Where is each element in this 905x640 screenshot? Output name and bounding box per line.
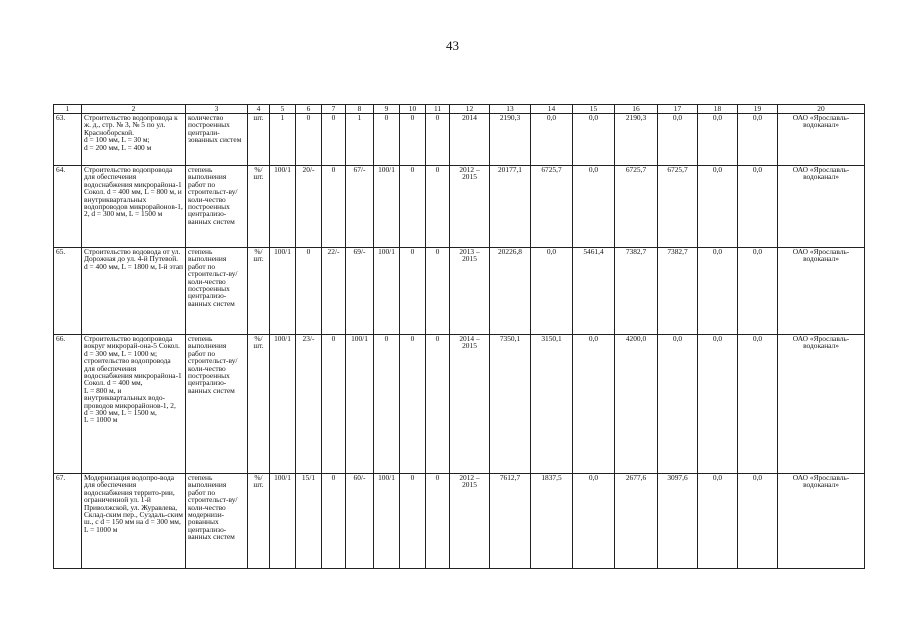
- value-cell: 100/1: [270, 166, 296, 248]
- amount-cell: 6725,7: [615, 166, 658, 248]
- amount-cell: 5461,4: [573, 248, 615, 335]
- period: 2013 – 2015: [450, 248, 490, 335]
- column-number: 13: [490, 105, 531, 114]
- amount-cell: 0,0: [531, 114, 573, 166]
- unit: %/ шт.: [248, 166, 270, 248]
- amount-cell: 0,0: [738, 335, 778, 474]
- value-cell: 0: [296, 114, 322, 166]
- event-name: Модернизация водопро-вода для обеспечения водоснабжения террито-рии, ограниченной ул. 1-й Приволжской, ул. Журавлева, Склад-ским пер., Суздаль-ским ш., с d = 150 мм на d = 300 мм, L = 1000 м: [82, 474, 186, 569]
- event-name: Строительство водовода от ул. Дорожная до ул. 4-й Путевой. d = 400 мм, L = 1800 м, I-й этап: [82, 248, 186, 335]
- value-cell: 0: [374, 114, 400, 166]
- value-cell: 0: [400, 248, 426, 335]
- column-number: 16: [615, 105, 658, 114]
- executor: ОАО «Ярославль-водоканал»: [778, 114, 865, 166]
- period: 2012 – 2015: [450, 166, 490, 248]
- amount-cell: 7382,7: [658, 248, 698, 335]
- value-cell: 0: [400, 166, 426, 248]
- value-cell: 0: [426, 114, 450, 166]
- table-row: [54, 474, 865, 569]
- executor: ОАО «Ярославль-водоканал»: [778, 474, 865, 569]
- column-number: 8: [346, 105, 374, 114]
- value-cell: 0: [400, 335, 426, 474]
- amount-cell: 0,0: [698, 114, 738, 166]
- event-name: Строительство водопровода вокруг микрорай-она-5 Сокол. d = 300 мм, L = 1000 м; строительство водопровода для обеспечения водоснабжения микрорайона-1 Сокол. d = 400 мм, L = 800 м, и внутриквартальных водо-проводов микрорайонов-1, 2, d = 300 мм, L = 1500 м, L = 1000 м: [82, 335, 186, 474]
- amount-cell: 20177,1: [490, 166, 531, 248]
- event-name: Строительство водопровода к ж. д., стр. № 3, № 5 по ул. Красноборской. d = 100 мм, L = 30 м; d = 200 мм, L = 400 м: [82, 114, 186, 166]
- value-cell: 0: [322, 166, 346, 248]
- indicator: степень выполнения работ по строительст-ву/ коли-чество построенных централизо-ванных систем: [186, 248, 248, 335]
- row-number: 65.: [54, 248, 82, 335]
- column-number: 3: [186, 105, 248, 114]
- column-number: 17: [658, 105, 698, 114]
- indicator: степень выполнения работ по строительст-ву/ коли-чество построенных централизо-ванных систем: [186, 335, 248, 474]
- amount-cell: 1837,5: [531, 474, 573, 569]
- amount-cell: 0,0: [738, 474, 778, 569]
- amount-cell: 2190,3: [490, 114, 531, 166]
- indicator: количество построенных централи-зованных систем: [186, 114, 248, 166]
- value-cell: 100/1: [270, 474, 296, 569]
- column-number: 15: [573, 105, 615, 114]
- value-cell: 100/1: [374, 474, 400, 569]
- column-number: 18: [698, 105, 738, 114]
- column-number-row: [54, 105, 865, 114]
- table-row: [54, 166, 865, 248]
- value-cell: 15/1: [296, 474, 322, 569]
- value-cell: 0: [374, 335, 400, 474]
- value-cell: 0: [296, 248, 322, 335]
- period: 2014: [450, 114, 490, 166]
- indicator: степень выполнения работ по строительст-ву/ коли-чество модернизи-рованных централизо-ванных систем: [186, 474, 248, 569]
- amount-cell: 0,0: [698, 248, 738, 335]
- amount-cell: 0,0: [738, 248, 778, 335]
- value-cell: 0: [322, 114, 346, 166]
- unit: %/ шт.: [248, 474, 270, 569]
- amount-cell: 3150,1: [531, 335, 573, 474]
- value-cell: 67/-: [346, 166, 374, 248]
- period: 2014 – 2015: [450, 335, 490, 474]
- value-cell: 100/1: [374, 166, 400, 248]
- value-cell: 100/1: [346, 335, 374, 474]
- period: 2012 – 2015: [450, 474, 490, 569]
- value-cell: 100/1: [374, 248, 400, 335]
- column-number: 9: [374, 105, 400, 114]
- amount-cell: 0,0: [698, 335, 738, 474]
- column-number: 19: [738, 105, 778, 114]
- amount-cell: 20226,8: [490, 248, 531, 335]
- unit: %/ шт.: [248, 248, 270, 335]
- column-number: 12: [450, 105, 490, 114]
- table-row: [54, 248, 865, 335]
- value-cell: 0: [400, 114, 426, 166]
- row-number: 67.: [54, 474, 82, 569]
- column-number: 5: [270, 105, 296, 114]
- amount-cell: 0,0: [573, 114, 615, 166]
- value-cell: 60/-: [346, 474, 374, 569]
- page-number: 43: [446, 38, 459, 53]
- value-cell: 23/-: [296, 335, 322, 474]
- column-number: 20: [778, 105, 865, 114]
- amount-cell: 4200,0: [615, 335, 658, 474]
- column-number: 2: [82, 105, 186, 114]
- value-cell: 100/1: [270, 335, 296, 474]
- executor: ОАО «Ярославль-водоканал»: [778, 166, 865, 248]
- amount-cell: 6725,7: [658, 166, 698, 248]
- amount-cell: 0,0: [698, 474, 738, 569]
- amount-cell: 0,0: [738, 114, 778, 166]
- value-cell: 0: [426, 248, 450, 335]
- amount-cell: 6725,7: [531, 166, 573, 248]
- amount-cell: 0,0: [573, 474, 615, 569]
- value-cell: 0: [426, 474, 450, 569]
- executor: ОАО «Ярославль-водоканал»: [778, 248, 865, 335]
- amount-cell: 7612,7: [490, 474, 531, 569]
- value-cell: 0: [400, 474, 426, 569]
- column-number: 11: [426, 105, 450, 114]
- table-row: [54, 335, 865, 474]
- value-cell: 100/1: [270, 248, 296, 335]
- amount-cell: 0,0: [573, 166, 615, 248]
- amount-cell: 0,0: [531, 248, 573, 335]
- row-number: 66.: [54, 335, 82, 474]
- unit: шт.: [248, 114, 270, 166]
- table-row: [54, 114, 865, 166]
- amount-cell: 2677,6: [615, 474, 658, 569]
- value-cell: 0: [426, 335, 450, 474]
- row-number: 63.: [54, 114, 82, 166]
- value-cell: 1: [346, 114, 374, 166]
- column-number: 10: [400, 105, 426, 114]
- executor: ОАО «Ярославль-водоканал»: [778, 335, 865, 474]
- value-cell: 1: [270, 114, 296, 166]
- column-number: 14: [531, 105, 573, 114]
- column-number: 4: [248, 105, 270, 114]
- amount-cell: 0,0: [658, 114, 698, 166]
- program-table: [53, 104, 865, 569]
- column-number: 1: [54, 105, 82, 114]
- row-number: 64.: [54, 166, 82, 248]
- value-cell: 0: [322, 335, 346, 474]
- amount-cell: 7350,1: [490, 335, 531, 474]
- amount-cell: 0,0: [658, 335, 698, 474]
- value-cell: 0: [322, 474, 346, 569]
- column-number: 7: [322, 105, 346, 114]
- amount-cell: 0,0: [573, 335, 615, 474]
- amount-cell: 0,0: [738, 166, 778, 248]
- event-name: Строительство водопровода для обеспечения водоснабжения микрорайона-1 Сокол. d = 400 мм, L = 800 м, и внутриквартальных водопроводов микрорайонов-1, 2, d = 300 мм, L = 1500 м: [82, 166, 186, 248]
- amount-cell: 0,0: [698, 166, 738, 248]
- amount-cell: 7382,7: [615, 248, 658, 335]
- value-cell: 0: [426, 166, 450, 248]
- value-cell: 22/-: [322, 248, 346, 335]
- indicator: степень выполнения работ по строительст-ву/ коли-чество построенных централизо-ванных систем: [186, 166, 248, 248]
- column-number: 6: [296, 105, 322, 114]
- amount-cell: 3097,6: [658, 474, 698, 569]
- unit: %/ шт.: [248, 335, 270, 474]
- value-cell: 69/-: [346, 248, 374, 335]
- value-cell: 20/-: [296, 166, 322, 248]
- amount-cell: 2190,3: [615, 114, 658, 166]
